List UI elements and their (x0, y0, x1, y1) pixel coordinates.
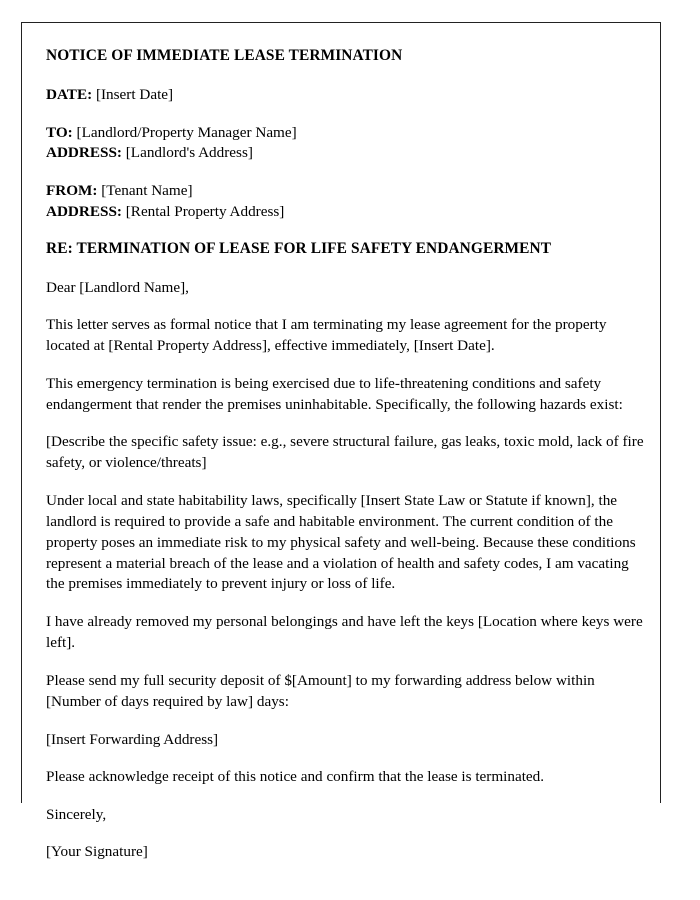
paragraph-7-acknowledge: Please acknowledge receipt of this notice and confirm that the lease is terminated. (46, 768, 545, 786)
subject-line: RE: TERMINATION OF LEASE FOR LIFE SAFETY ENDANGERMENT (46, 240, 552, 258)
to-label: TO: (46, 123, 73, 141)
paragraph-6-deposit: Please send my full security deposit of $[Amount] to my forwarding address below within [Number of days required by law] days: (46, 671, 595, 710)
to-address-label: ADDRESS: (46, 144, 122, 162)
from-value: [Tenant Name] (101, 182, 193, 200)
from-address-line (46, 202, 649, 223)
to-address-line (46, 143, 649, 164)
from-address-value: [Rental Property Address] (125, 202, 285, 220)
salutation: Dear [Landlord Name], (46, 279, 189, 297)
from-label: FROM: (46, 182, 98, 200)
from-address-label: ADDRESS: (46, 202, 122, 220)
date-value: [Insert Date] (95, 86, 174, 104)
document-title: NOTICE OF IMMEDIATE LEASE TERMINATION (46, 47, 403, 64)
to-address-value: [Landlord's Address] (125, 144, 253, 162)
sender-block (46, 181, 649, 222)
paragraph-3-hazard-placeholder: [Describe the specific safety issue: e.g., severe structural failure, gas leaks, toxic mold, lack of fire safety, or violence/threats] (46, 433, 644, 472)
recipient-block (46, 123, 649, 164)
to-line (46, 123, 649, 144)
document-page (21, 22, 661, 860)
paragraph-1: This letter serves as formal notice that I am terminating my lease agreement for the property located at [Rental Property Address], effective immediately, [Insert Date]. (46, 316, 607, 354)
paragraph-5-keys: I have already removed my personal belongings and have left the keys [Location where keys were left]. (46, 613, 643, 652)
paragraph-4-legal-basis: Under local and state habitability laws, specifically [Insert State Law or Statute if known], the landlord is required to provide a safe and habitable environment. The current condition of the property poses an immediate risk to my physical safety and well-being. Because these conditions represent a material breach of the lease and a violation of health and safety codes, I am vacating the premises immediately to prevent injury or loss of life. (46, 492, 636, 593)
forwarding-address: [Insert Forwarding Address] (46, 730, 219, 748)
to-value: [Landlord/Property Manager Name] (76, 123, 297, 141)
date-block (46, 85, 649, 106)
date-label: DATE: (46, 86, 93, 104)
date-line (46, 85, 649, 106)
document-body (22, 23, 660, 862)
signature-line: [Your Signature] (46, 842, 148, 860)
paragraph-2: This emergency termination is being exercised due to life-threatening conditions and safety endangerment that render the premises uninhabitable. Specifically, the following hazards exist: (46, 374, 623, 413)
closing: Sincerely, (46, 806, 107, 824)
from-line (46, 181, 649, 202)
